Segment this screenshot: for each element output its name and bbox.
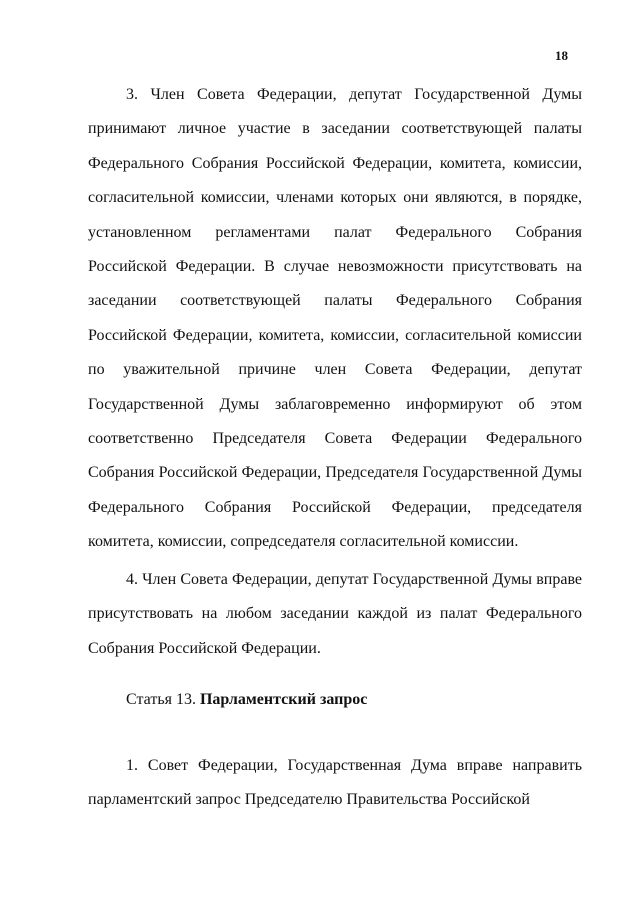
article-13-paragraph-1-block (88, 749, 582, 818)
article-13-paragraph-1: 1. Совет Федерации, Государственная Дума вправе направить парламентский запрос Председателю Правительства Российской (88, 757, 582, 809)
article-13-heading-block (88, 683, 582, 717)
article-title: Парламентский запрос (199, 691, 368, 708)
page-number: 18 (555, 48, 568, 63)
paragraph-3: 3. Член Совета Федерации, депутат Государственной Думы принимают личное участие в заседании соответствующей палаты Федерального Собрания Российской Федерации, комитета, комиссии, согласительной комиссии, членами которых они являются, в порядке, установленном регламентами палат Федерального Собрания Российской Федерации. В случае невозможности присутствовать на заседании соответствующей палаты Федерального Собрания Российской Федерации, комитета, комиссии, согласительной комиссии по уважительной причине член Совета Федерации, депутат Государственной Думы заблаговременно информируют об этом соответственно Председателя Совета Федерации Федерального Собрания Российской Федерации, Председателя Государственной Думы Федерального Собрания Российской Федерации, председателя комитета, комиссии, сопредседателя согласительной комиссии. (88, 86, 582, 551)
paragraph-3-block (88, 78, 582, 560)
paragraph-4: 4. Член Совета Федерации, депутат Государственной Думы вправе присутствовать на любом заседании каждой из палат Федерального Собрания Российской Федерации. (88, 571, 582, 657)
article-label: Статья 13. (126, 691, 196, 708)
article-heading (88, 683, 582, 717)
paragraph-4-block (88, 563, 582, 666)
